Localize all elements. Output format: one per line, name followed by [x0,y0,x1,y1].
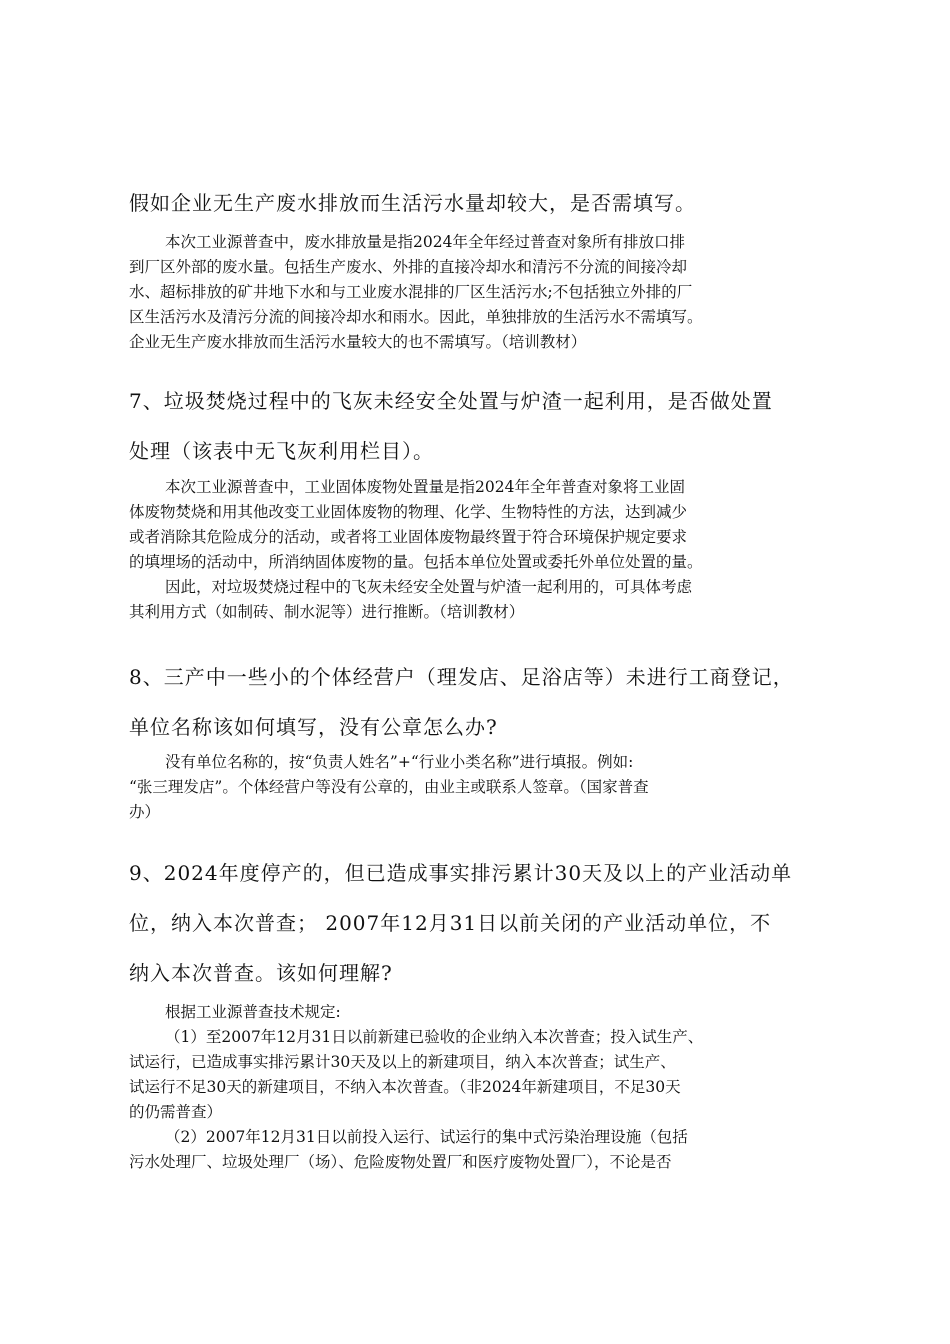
question-line: 位，纳入本次普查； 2007年12月31日以前关闭的产业活动单位，不 [129,911,772,935]
question-line: 7、垃圾焚烧过程中的飞灰未经安全处置与炉渣一起利用，是否做处置 [129,389,773,413]
answer-line: 的填埋场的活动中，所消纳固体废物的量。包括本单位处置或委托外单位处置的量。 [129,553,703,571]
question-heading [129,850,829,996]
answer-paragraph [129,1000,834,1175]
answer-line: 根据工业源普查技术规定: [165,1003,341,1021]
answer-line: 办） [129,803,161,821]
question-line: 假如企业无生产废水排放而生活污水量却较大，是否需填写。 [129,191,696,215]
question-line: 处理（该表中无飞灰利用栏目）。 [129,439,434,463]
question-line: 9、2024年度停产的，但已造成事实排污累计30天及以上的产业活动单 [129,861,793,885]
answer-line: （2）2007年12月31日以前投入运行、试运行的集中式污染治理设施（包括 [165,1128,688,1146]
question-heading [129,378,829,474]
answer-line: 体废物焚烧和用其他改变工业固体废物的物理、化学、生物特性的方法，达到减少 [129,503,688,521]
answer-paragraph [129,230,834,355]
answer-line: 本次工业源普查中，工业固体废物处置量是指2024年全年普查对象将工业固 [165,478,685,496]
answer-line: 没有单位名称的，按“负责人姓名”+“行业小类名称”进行填报。例如: [165,753,634,771]
answer-line: 污水处理厂、垃圾处理厂（场）、危险废物处置厂和医疗废物处置厂），不论是否 [129,1153,672,1171]
question-line: 单位名称该如何填写，没有公章怎么办? [129,715,498,739]
answer-line: 或者消除其危险成分的活动，或者将工业固体废物最终置于符合环境保护规定要求 [129,528,688,546]
answer-line: 试运行不足30天的新建项目，不纳入本次普查。（非2024年新建项目，不足30天 [129,1078,681,1096]
question-line: 8、三产中一些小的个体经营户（理发店、足浴店等）未进行工商登记， [129,665,794,689]
answer-line: 试运行，已造成事实排污累计30天及以上的新建项目，纳入本次普查；试生产、 [129,1053,676,1071]
question-line: 纳入本次普查。该如何理解? [129,961,393,985]
answer-paragraph [129,750,834,825]
answer-line: 区生活污水及清污分流的间接冷却水和雨水。因此，单独排放的生活污水不需填写。 [129,308,703,326]
answer-line: 水、超标排放的矿井地下水和与工业废水混排的厂区生活污水;不包括独立外排的厂 [129,283,693,301]
answer-line: 到厂区外部的废水量。包括生产废水、外排的直接冷却水和清污不分流的间接冷却 [129,258,688,276]
answer-line: 其利用方式（如制砖、制水泥等）进行推断。（培训教材） [129,603,525,621]
answer-line: 企业无生产废水排放而生活污水量较大的也不需填写。（培训教材） [129,333,587,351]
answer-line: “张三理发店”。个体经营户等没有公章的，由业主或联系人签章。（国家普查 [129,778,649,796]
answer-line: 本次工业源普查中，废水排放量是指2024年全年经过普查对象所有排放口排 [165,233,685,251]
answer-line: 因此，对垃圾焚烧过程中的飞灰未经安全处置与炉渣一起利用的，可具体考虑 [165,578,693,596]
answer-line: 的仍需普查） [129,1103,223,1121]
answer-line: （1）至2007年12月31日以前新建已验收的企业纳入本次普查；投入试生产、 [165,1028,704,1046]
question-heading [129,654,829,750]
question-heading [129,180,829,226]
answer-paragraph [129,475,834,625]
